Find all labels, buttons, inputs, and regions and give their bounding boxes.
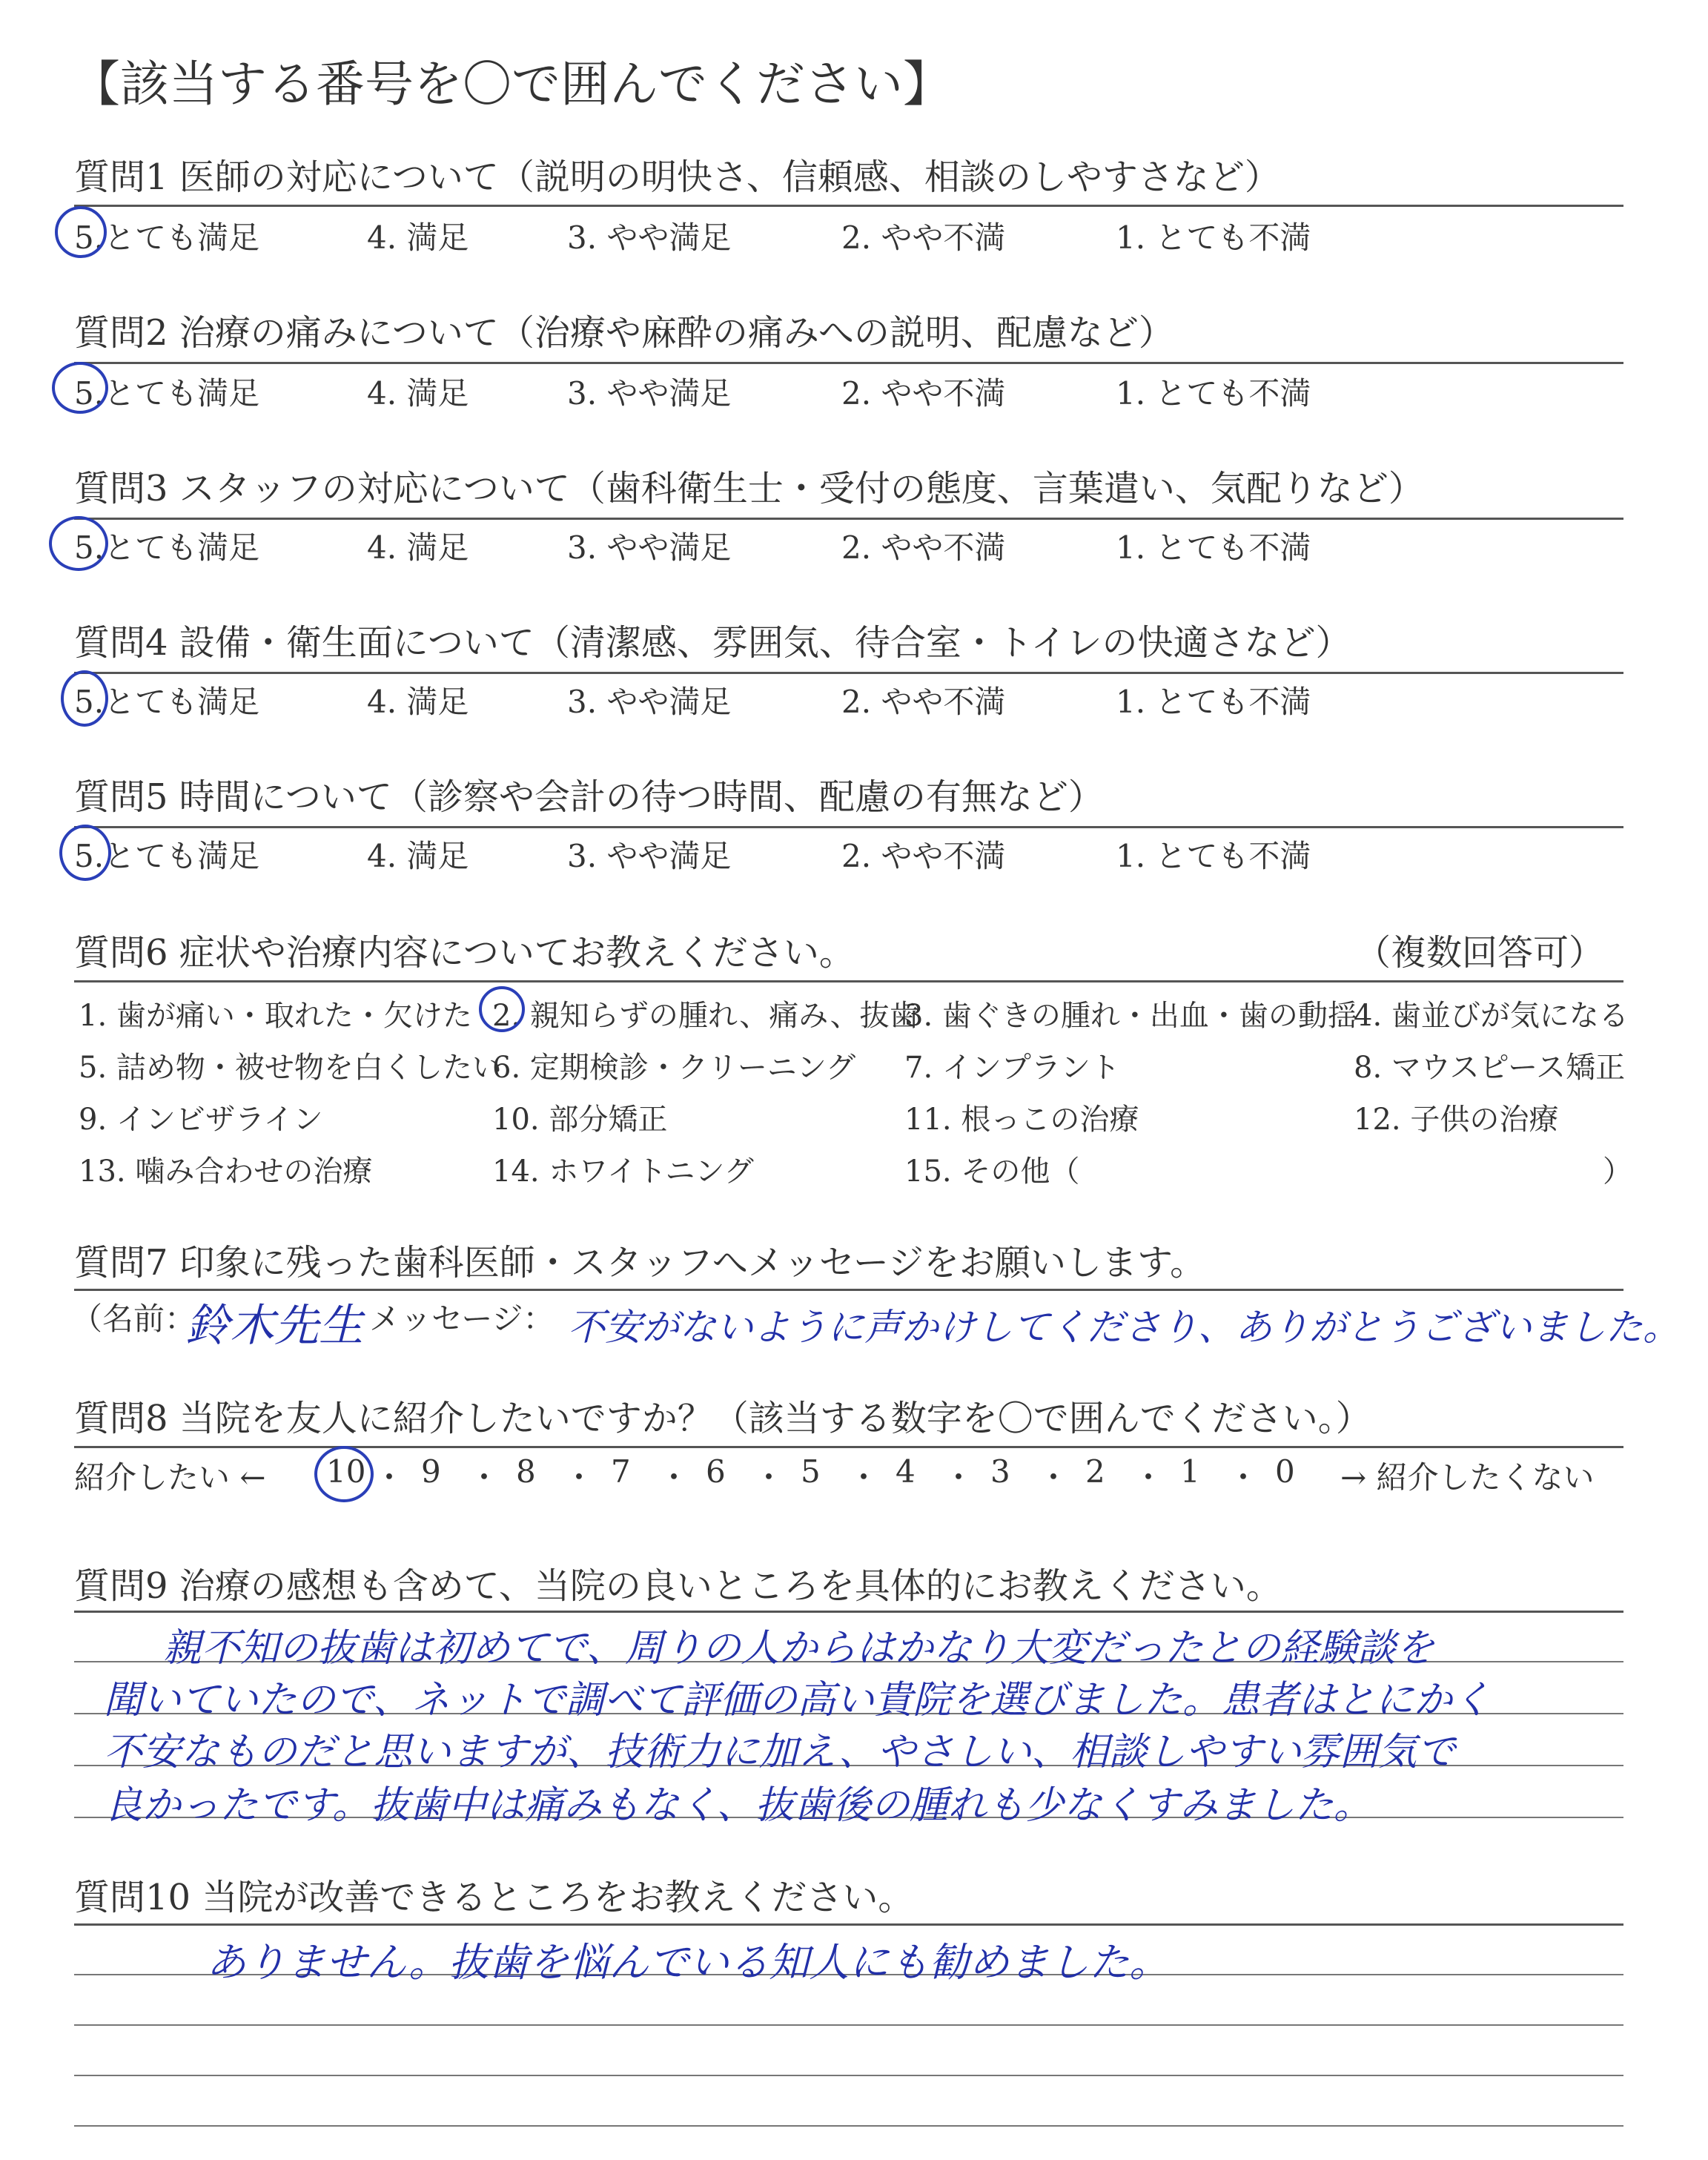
question-4-title: 質問4 設備・衛生面について（清潔感、雰囲気、待合室・トイレの快適さなど） xyxy=(74,622,1351,664)
q7-name-label: （名前： xyxy=(71,1301,196,1337)
q6-option-4[interactable]: 4. 歯並びが気になる xyxy=(1354,999,1629,1033)
question-2-title: 質問2 治療の痛みについて（治療や麻酔の痛みへの説明、配慮など） xyxy=(74,312,1174,354)
q8-scale-3[interactable]: 7 xyxy=(611,1453,631,1490)
divider xyxy=(74,1611,1623,1613)
q6-option-3[interactable]: 3. 歯ぐきの腫れ・出血・歯の動揺 xyxy=(904,999,1357,1033)
q8-scale-8[interactable]: 2 xyxy=(1085,1453,1105,1490)
q1-option-4[interactable]: 4. 満足 xyxy=(367,219,469,256)
q7-message-label: メッセージ： xyxy=(369,1301,555,1337)
q6-option-7[interactable]: 7. インプラント xyxy=(904,1051,1120,1085)
q6-option-2[interactable]: 2. 親知らずの腫れ、痛み、抜歯 xyxy=(492,999,919,1033)
q6-option-6[interactable]: 6. 定期検診・クリーニング xyxy=(492,1051,856,1085)
q4-option-2[interactable]: 2. やや不満 xyxy=(841,684,1006,720)
q5-option-3[interactable]: 3. やや満足 xyxy=(567,838,732,874)
q6-option-9[interactable]: 9. インビザライン xyxy=(79,1103,323,1137)
q8-selected-circle xyxy=(314,1446,374,1502)
q8-left-label: 紹介したい ← xyxy=(74,1459,266,1496)
q3-selected-circle xyxy=(49,516,108,571)
q2-option-1[interactable]: 1. とても不満 xyxy=(1116,375,1311,412)
question-7-title: 質問7 印象に残った歯科医師・スタッフへメッセージをお願いします。 xyxy=(74,1242,1206,1284)
q4-option-1[interactable]: 1. とても不満 xyxy=(1116,684,1311,720)
q5-option-4[interactable]: 4. 満足 xyxy=(367,838,469,874)
q6-option-15[interactable]: 15. その他（ xyxy=(904,1155,1080,1189)
q1-option-1[interactable]: 1. とても不満 xyxy=(1116,219,1311,256)
page-title: 【該当する番号を〇で囲んでください】 xyxy=(71,56,952,113)
q8-right-label: → 紹介したくない xyxy=(1340,1459,1595,1496)
q8-scale-separator: ・ xyxy=(753,1459,785,1496)
q2-option-3[interactable]: 3. やや満足 xyxy=(567,375,732,412)
q1-selected-circle xyxy=(55,206,107,258)
q8-scale-separator: ・ xyxy=(658,1459,690,1496)
divider xyxy=(74,1446,1623,1448)
q6-option-12[interactable]: 12. 子供の治療 xyxy=(1354,1103,1559,1137)
q6-selected-circle xyxy=(479,986,525,1032)
q6-option-8[interactable]: 8. マウスピース矯正 xyxy=(1354,1051,1626,1085)
question-10-title: 質問10 当院が改善できるところをお教えください。 xyxy=(74,1877,914,1918)
divider xyxy=(74,1923,1623,1926)
q8-scale-5[interactable]: 5 xyxy=(801,1453,821,1490)
q7-name-value[interactable]: 鈴木先生 xyxy=(185,1300,363,1352)
question-9-title: 質問9 治療の感想も含めて、当院の良いところを具体的にお教えください。 xyxy=(74,1565,1282,1607)
question-6-note: （複数回答可） xyxy=(1355,932,1605,974)
q8-scale-6[interactable]: 4 xyxy=(896,1453,916,1490)
divider xyxy=(74,362,1623,364)
q8-scale-4[interactable]: 6 xyxy=(706,1453,726,1490)
question-1-title: 質問1 医師の対応について（説明の明快さ、信頼感、相談のしやすさなど） xyxy=(74,156,1280,198)
q3-option-2[interactable]: 2. やや不満 xyxy=(841,529,1006,566)
q6-option-5[interactable]: 5. 詰め物・被せ物を白くしたい xyxy=(79,1051,502,1085)
q7-message-value[interactable]: 不安がないように声かけしてくださり、ありがとうございました。 xyxy=(568,1306,1680,1349)
answer-line xyxy=(74,2125,1623,2127)
q4-option-3[interactable]: 3. やや満足 xyxy=(567,684,732,720)
q6-option-11[interactable]: 11. 根っこの治療 xyxy=(904,1103,1139,1137)
q5-selected-circle xyxy=(59,825,111,881)
q9-answer-line-2[interactable]: 聞いていたので、ネットで調べて評価の高い貴院を選びました。患者はとにかく xyxy=(104,1678,1491,1723)
q3-option-3[interactable]: 3. やや満足 xyxy=(567,529,732,566)
question-8-title: 質問8 当院を友人に紹介したいですか？（該当する数字を〇で囲んでください。） xyxy=(74,1398,1371,1439)
q8-scale-separator: ・ xyxy=(563,1459,595,1496)
q8-scale-separator: ・ xyxy=(1228,1459,1260,1496)
q8-scale-separator: ・ xyxy=(374,1459,406,1496)
q4-selected-circle xyxy=(61,670,108,727)
q10-answer[interactable]: ありません。抜歯を悩んでいる知人にも勧めました。 xyxy=(206,1939,1170,1986)
q2-option-2[interactable]: 2. やや不満 xyxy=(841,375,1006,412)
q8-scale-0[interactable]: 10 xyxy=(326,1453,366,1490)
question-6-title: 質問6 症状や治療内容についてお教えください。 xyxy=(74,932,855,974)
q8-scale-separator: ・ xyxy=(848,1459,880,1496)
divider xyxy=(74,980,1623,982)
q5-option-5[interactable]: 5.とても満足 xyxy=(74,838,260,874)
q4-option-5[interactable]: 5.とても満足 xyxy=(74,684,260,720)
q1-option-2[interactable]: 2. やや不満 xyxy=(841,219,1006,256)
question-3-title: 質問3 スタッフの対応について（歯科衛生士・受付の態度、言葉遣い、気配りなど） xyxy=(74,468,1424,509)
q8-scale-2[interactable]: 8 xyxy=(516,1453,536,1490)
q3-option-1[interactable]: 1. とても不満 xyxy=(1116,529,1311,566)
divider xyxy=(74,826,1623,828)
answer-line xyxy=(74,2075,1623,2076)
divider xyxy=(74,672,1623,674)
q1-option-5[interactable]: 5.とても満足 xyxy=(74,219,260,256)
divider xyxy=(74,205,1623,207)
q8-scale-separator: ・ xyxy=(1133,1459,1165,1496)
q8-scale-separator: ・ xyxy=(943,1459,975,1496)
q1-option-3[interactable]: 3. やや満足 xyxy=(567,219,732,256)
q3-option-5[interactable]: 5.とても満足 xyxy=(74,529,260,566)
q2-selected-circle xyxy=(52,362,108,414)
q4-option-4[interactable]: 4. 満足 xyxy=(367,684,469,720)
q6-option-14[interactable]: 14. ホワイトニング xyxy=(492,1155,754,1189)
q8-scale-separator: ・ xyxy=(1038,1459,1070,1496)
q8-scale-10[interactable]: 0 xyxy=(1275,1453,1295,1490)
q5-option-1[interactable]: 1. とても不満 xyxy=(1116,838,1311,874)
q6-option-13[interactable]: 13. 噛み合わせの治療 xyxy=(79,1155,373,1189)
q2-option-5[interactable]: 5.とても満足 xyxy=(74,375,260,412)
q8-scale-separator: ・ xyxy=(469,1459,500,1496)
q3-option-4[interactable]: 4. 満足 xyxy=(367,529,469,566)
q9-answer-line-1[interactable]: 親不知の抜歯は初めてで、周りの人からはかなり大変だったとの経験談を xyxy=(163,1626,1434,1671)
answer-line xyxy=(74,2024,1623,2026)
divider xyxy=(74,518,1623,520)
q6-option-15-close: ） xyxy=(1603,1155,1632,1189)
q9-answer-line-3[interactable]: 不安なものだと思いますが、技術力に加え、やさしい、相談しやすい雰囲気で xyxy=(104,1730,1456,1774)
q8-scale-1[interactable]: 9 xyxy=(421,1453,441,1490)
q2-option-4[interactable]: 4. 満足 xyxy=(367,375,469,412)
q9-answer-line-4[interactable]: 良かったです。抜歯中は痛みもなく、抜歯後の腫れも少なくすみました。 xyxy=(104,1783,1372,1828)
q8-scale-9[interactable]: 1 xyxy=(1180,1453,1200,1490)
q8-scale-7[interactable]: 3 xyxy=(990,1453,1010,1490)
question-5-title: 質問5 時間について（診察や会計の待つ時間、配慮の有無など） xyxy=(74,776,1104,818)
q5-option-2[interactable]: 2. やや不満 xyxy=(841,838,1006,874)
q6-option-1[interactable]: 1. 歯が痛い・取れた・欠けた xyxy=(79,999,472,1033)
q6-option-10[interactable]: 10. 部分矯正 xyxy=(492,1103,668,1137)
